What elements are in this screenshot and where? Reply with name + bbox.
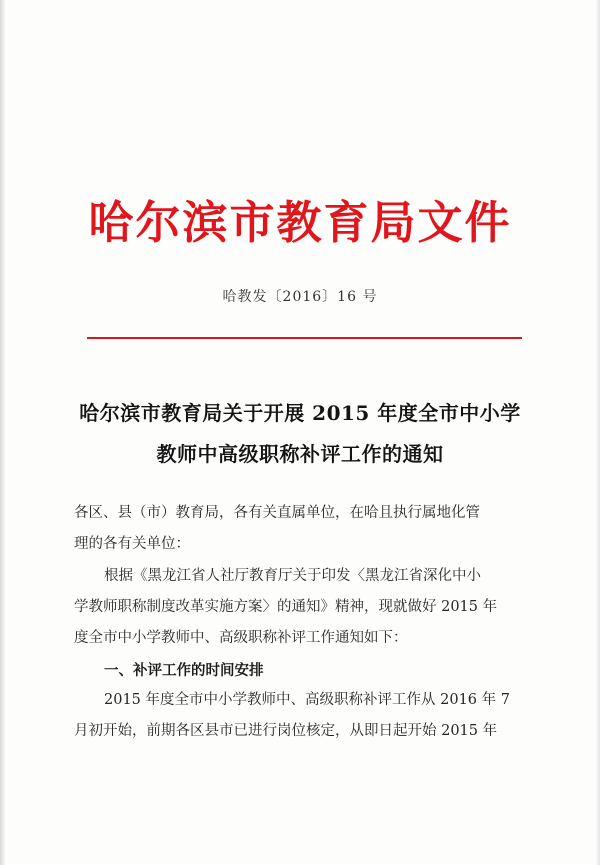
scan-shadow-right xyxy=(596,0,600,865)
scan-shadow-left xyxy=(0,0,5,865)
paragraph-2-line-2: 月初开始，前期各区县市已进行岗位核定，从即日起开始 2015 年 xyxy=(74,723,498,739)
title-line-1: 哈尔滨市教育局关于开展 2015 年度全市中小学 xyxy=(79,401,521,425)
addressee-line-2: 理的各有关单位： xyxy=(74,536,190,552)
paragraph-1-line-2: 学教师职称制度改革实施方案〉的通知》精神，现就做好 2015 年 xyxy=(74,599,498,615)
section-1-heading: 一、补评工作的时间安排 xyxy=(104,663,264,679)
title-line-2: 教师中高级职称补评工作的通知 xyxy=(156,442,444,466)
addressee-line-1: 各区、县（市）教育局，各有关直属单位，在哈且执行属地化管 xyxy=(74,505,480,521)
document-header: 哈尔滨市教育局文件 xyxy=(88,196,512,249)
paragraph-1-line-1: 根据《黑龙江省人社厅教育厅关于印发〈黑龙江省深化中小 xyxy=(104,568,481,584)
document-number: 哈教发〔2016〕16 号 xyxy=(222,289,378,305)
paragraph-1-line-3: 度全市中小学教师中、高级职称补评工作通知如下： xyxy=(74,630,408,646)
red-separator-line xyxy=(87,337,522,339)
paragraph-2-line-1: 2015 年度全市中小学教师中、高级职称补评工作从 2016 年 7 xyxy=(104,692,510,708)
